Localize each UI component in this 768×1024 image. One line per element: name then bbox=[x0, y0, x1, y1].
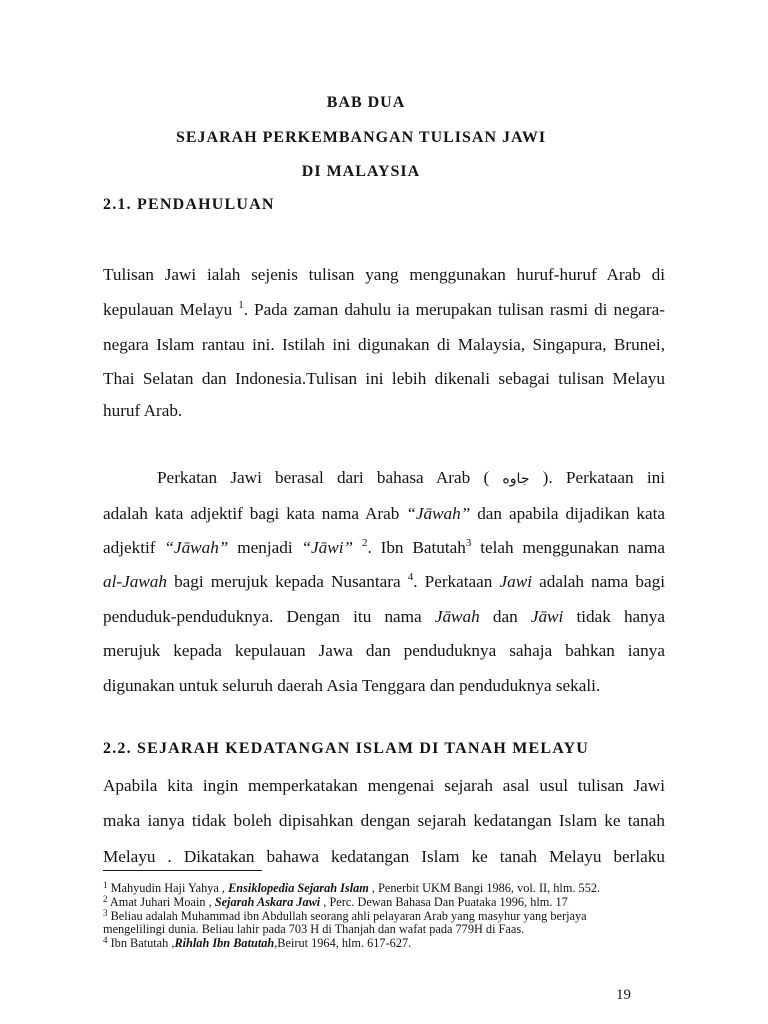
cited-title: Ensiklopedia Sejarah Islam bbox=[228, 881, 369, 895]
footnote-text: Amat Juhari Moain , bbox=[107, 895, 215, 909]
italic-term: Jāwah bbox=[434, 607, 480, 626]
paragraph-line: huruf Arab. bbox=[103, 401, 183, 420]
section-heading: 2.2. SEJARAH KEDATANGAN ISLAM DI TANAH MELAYU bbox=[103, 740, 590, 757]
line-text: adjektif bbox=[103, 538, 165, 557]
footnote-number: 1 bbox=[103, 880, 108, 890]
page-number: 19 bbox=[616, 987, 631, 1003]
footnote-number: 2 bbox=[103, 894, 108, 904]
footnote-rule bbox=[103, 870, 262, 871]
footnote-number: 3 bbox=[103, 908, 108, 918]
line-text: . Perkataan bbox=[413, 572, 500, 591]
line-text: adalah nama bagi bbox=[531, 572, 665, 591]
line-text: Perkatan Jawi berasal dari bahasa Arab ( bbox=[157, 468, 503, 487]
paragraph-line: Thai Selatan dan Indonesia.Tulisan ini lebih dikenali sebagai tulisan Melayu bbox=[103, 369, 665, 388]
chapter-title: DI MALAYSIA bbox=[301, 163, 421, 180]
italic-term: “Jāwah” bbox=[164, 538, 229, 557]
paragraph-line: maka ianya tidak boleh dipisahkan dengan sejarah kedatangan Islam ke tanah bbox=[103, 811, 665, 830]
line-text: penduduk-penduduknya. Dengan itu nama bbox=[103, 607, 435, 626]
line-text: dan bbox=[479, 607, 531, 626]
paragraph-line: merujuk kepada kepulauan Jawa dan penduduknya sahaja bahkan ianya bbox=[103, 641, 665, 660]
italic-term: “Jāwi” bbox=[301, 538, 354, 557]
line-text: bagi merujuk kepada Nusantara bbox=[166, 572, 408, 591]
footnote bbox=[103, 936, 411, 951]
italic-term: al-Jawah bbox=[103, 572, 167, 591]
footnote-continuation: mengelilingi dunia. Beliau lahir pada 703 H di Thanjah dan wafat pada 779H di Faas. bbox=[103, 922, 525, 936]
cited-title: Sejarah Askara Jawi bbox=[214, 895, 321, 909]
footnote-text: Mahyudin Haji Yahya , bbox=[107, 881, 229, 895]
footnote-ref: 3 bbox=[465, 537, 472, 549]
line-text bbox=[353, 538, 362, 557]
line-text: menjadi bbox=[228, 538, 302, 557]
paragraph-line bbox=[103, 503, 665, 525]
line-text: dan apabila dijadikan kata bbox=[470, 504, 665, 523]
italic-term: Jawi bbox=[499, 572, 532, 591]
footnote-ref: 2 bbox=[361, 537, 368, 549]
footnote bbox=[103, 881, 600, 896]
line-text: . Pada zaman dahulu ia merupakan tulisan rasmi di negara- bbox=[243, 300, 665, 319]
line-text: tidak hanya bbox=[563, 607, 665, 626]
paragraph-line: digunakan untuk seluruh daerah Asia Tenggara dan penduduknya sekali. bbox=[103, 676, 601, 695]
arabic-term: جاوه bbox=[502, 471, 530, 487]
paragraph-line: Melayu . Dikatakan bahawa kedatangan Islam ke tanah Melayu berlaku bbox=[103, 847, 665, 866]
chapter-title: SEJARAH PERKEMBANGAN TULISAN JAWI bbox=[175, 129, 547, 146]
line-text: adalah kata adjektif bagi kata nama Arab bbox=[103, 504, 407, 523]
line-text: . Ibn Batutah bbox=[367, 538, 466, 557]
footnote-text: Beliau adalah Muhammad ibn Abdullah seorang ahli pelayaran Arab yang masyhur yang berjaya bbox=[107, 909, 587, 923]
footnote-text: , Penerbit UKM Bangi 1986, vol. II, hlm. 552. bbox=[368, 881, 601, 895]
paragraph-line: Apabila kita ingin memperkatakan mengenai sejarah asal usul tulisan Jawi bbox=[103, 776, 665, 795]
footnote-ref: 4 bbox=[407, 571, 414, 583]
paragraph-line bbox=[103, 537, 665, 561]
section-heading: 2.1. PENDAHULUAN bbox=[103, 196, 275, 213]
line-text: telah menggunakan nama bbox=[471, 538, 665, 557]
footnote-ref: 1 bbox=[238, 299, 244, 311]
line-text: kepulauan Melayu bbox=[103, 300, 239, 319]
footnote-text: , Perc. Dewan Bahasa Dan Puataka 1996, hlm. 17 bbox=[320, 895, 568, 909]
paragraph-line bbox=[103, 571, 665, 595]
paragraph-line bbox=[157, 467, 665, 490]
line-text: ). Perkataan ini bbox=[529, 468, 665, 487]
italic-term: Jāwi bbox=[530, 607, 564, 626]
italic-term: “Jāwah” bbox=[406, 504, 471, 523]
footnote-text: Ibn Batutah , bbox=[107, 936, 175, 950]
footnote-text: ,Beirut 1964, hlm. 617-627. bbox=[274, 936, 412, 950]
paragraph-line: Tulisan Jawi ialah sejenis tulisan yang menggunakan huruf-huruf Arab di bbox=[103, 265, 665, 284]
paragraph-line bbox=[103, 299, 665, 323]
footnote bbox=[103, 895, 568, 910]
paragraph-line bbox=[103, 606, 665, 628]
footnote-number: 4 bbox=[103, 935, 108, 945]
cited-title: Rihlah Ibn Batutah bbox=[174, 936, 275, 950]
paragraph-line: negara Islam rantau ini. Istilah ini digunakan di Malaysia, Singapura, Brunei, bbox=[103, 335, 665, 354]
chapter-label: BAB DUA bbox=[326, 94, 406, 111]
